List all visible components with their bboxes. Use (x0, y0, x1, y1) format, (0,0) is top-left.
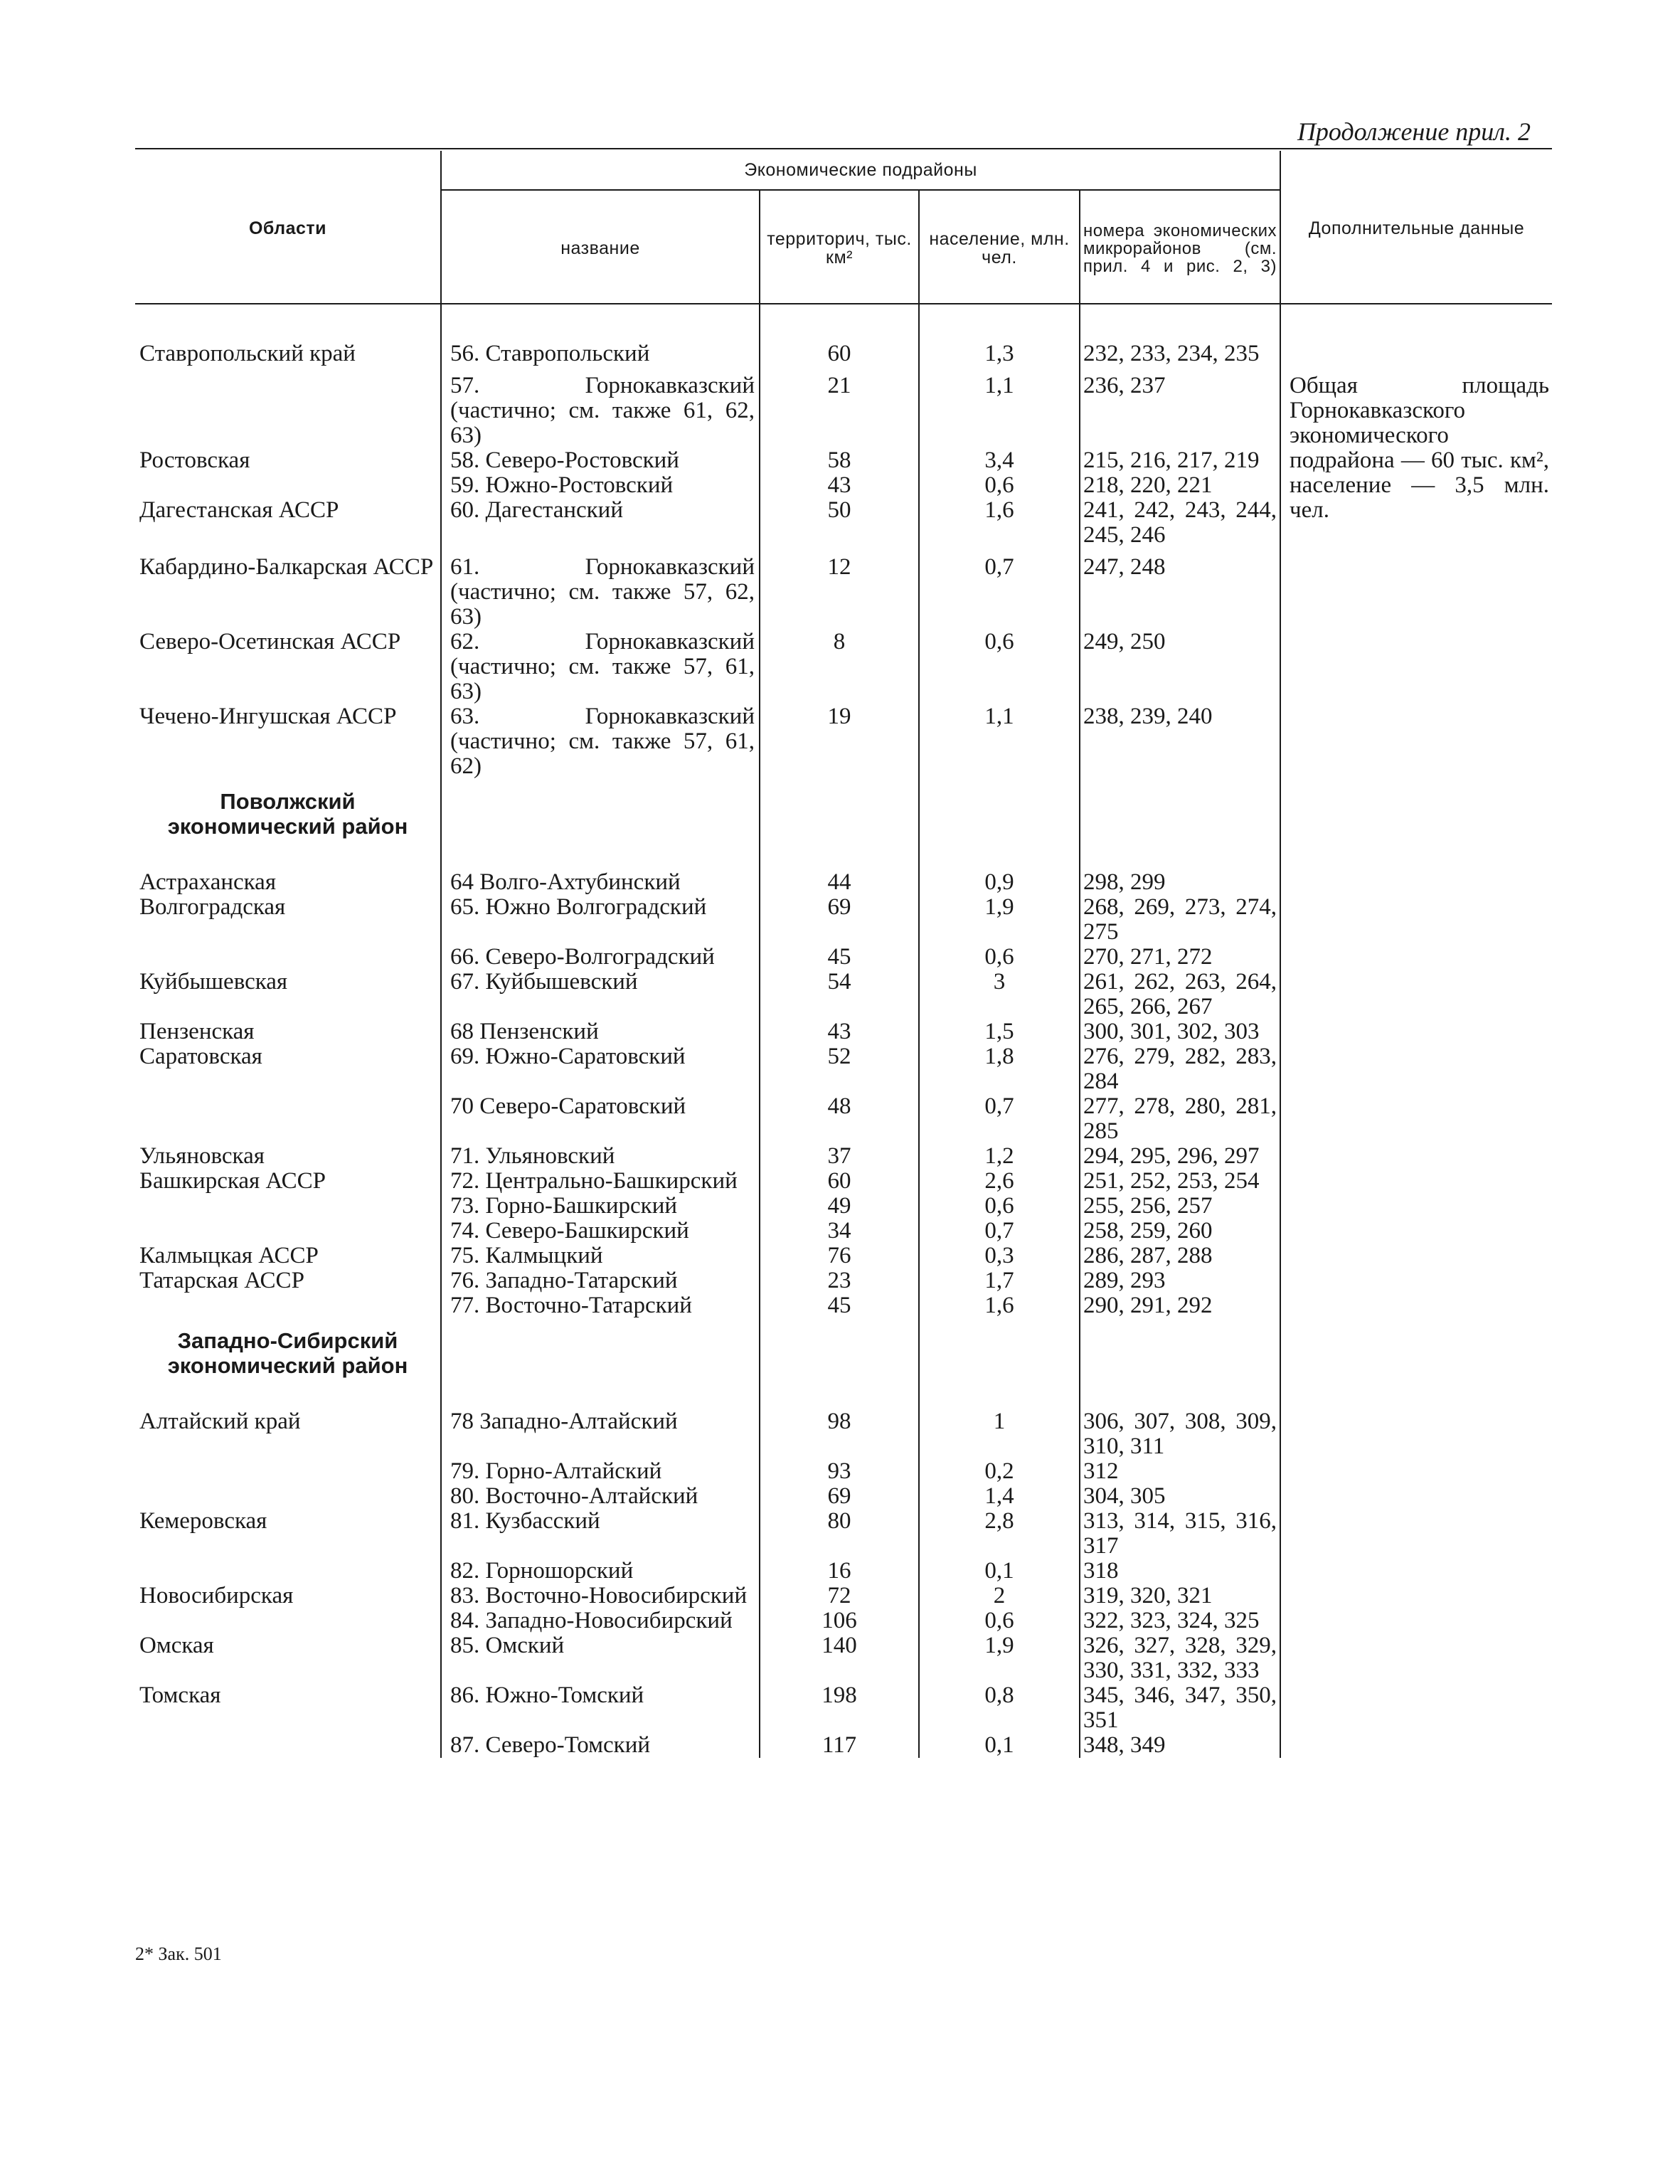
territory-value: 45 (760, 1293, 919, 1318)
area-cell: Чечено-Ингушская АССР (135, 704, 441, 779)
territory-value: 69 (760, 1484, 919, 1509)
footer-print-mark: 2* Зак. 501 (135, 1944, 222, 1964)
microdistrict-numbers: 232, 233, 234, 235 (1080, 334, 1280, 366)
microdistrict-numbers: 298, 299 (1080, 870, 1280, 895)
col-header-group: Экономические подрайоны (441, 151, 1280, 190)
territory-value: 34 (760, 1219, 919, 1244)
population-value: 1,3 (919, 334, 1080, 366)
territory-value: 54 (760, 970, 919, 1019)
territory-value: 106 (760, 1608, 919, 1633)
territory-value: 43 (760, 1019, 919, 1044)
population-value: 1,6 (919, 1293, 1080, 1318)
table-body (135, 306, 1552, 1758)
microdistrict-numbers: 313, 314, 315, 316, 317 (1080, 1509, 1280, 1559)
population-value: 0,7 (919, 1094, 1080, 1144)
subregion-name: 74. Северо-Башкирский (441, 1219, 760, 1244)
table-row (135, 1019, 1552, 1044)
col-header-extra: Дополнительные данные (1308, 218, 1525, 238)
extra-data (1280, 630, 1552, 704)
population-value: 2 (919, 1584, 1080, 1608)
subregion-name: 78 Западно-Алтайский (441, 1409, 760, 1459)
subregion-name: 75. Калмыцкий (441, 1244, 760, 1268)
territory-value: 49 (760, 1194, 919, 1219)
territory-value: 60 (760, 334, 919, 366)
area-cell (135, 1608, 441, 1633)
col-header-microdistricts: номера экономических микрорайонов (см. прил. 4 и рис. 2, 3) (1080, 190, 1280, 306)
subregion-name: 71. Ульяновский (441, 1144, 760, 1169)
territory-value: 76 (760, 1244, 919, 1268)
microdistrict-numbers: 286, 287, 288 (1080, 1244, 1280, 1268)
area-cell: Ростовская (135, 448, 441, 473)
table-row (135, 1268, 1552, 1293)
area-cell: Кемеровская (135, 1509, 441, 1559)
area-cell (135, 1733, 441, 1758)
territory-value: 80 (760, 1509, 919, 1559)
population-value: 1,8 (919, 1044, 1080, 1094)
region-heading-row (135, 1318, 1552, 1381)
table-row (135, 1633, 1552, 1683)
subregion-name: 82. Горношорский (441, 1559, 760, 1584)
top-rule (135, 148, 1552, 149)
microdistrict-numbers: 290, 291, 292 (1080, 1293, 1280, 1318)
subregion-name: 81. Кузбасский (441, 1509, 760, 1559)
table-row (135, 895, 1552, 945)
population-value: 1,7 (919, 1268, 1080, 1293)
extra-data (1280, 548, 1552, 630)
subregion-name: 80. Восточно-Алтайский (441, 1484, 760, 1509)
area-cell (135, 366, 441, 448)
population-value: 0,6 (919, 945, 1080, 970)
population-value: 0,6 (919, 1608, 1080, 1633)
population-value: 1,4 (919, 1484, 1080, 1509)
population-value: 2,8 (919, 1509, 1080, 1559)
table-row (135, 1559, 1552, 1584)
territory-value: 98 (760, 1409, 919, 1459)
table-row (135, 1169, 1552, 1194)
table-row (135, 1509, 1552, 1559)
area-cell: Татарская АССР (135, 1268, 441, 1293)
territory-value: 43 (760, 473, 919, 498)
territory-value: 45 (760, 945, 919, 970)
territory-value: 23 (760, 1268, 919, 1293)
territory-value: 44 (760, 870, 919, 895)
table-row (135, 1484, 1552, 1509)
population-value: 0,9 (919, 870, 1080, 895)
area-cell: Пензенская (135, 1019, 441, 1044)
microdistrict-numbers: 304, 305 (1080, 1484, 1280, 1509)
area-cell: Куйбышевская (135, 970, 441, 1019)
area-cell (135, 1293, 441, 1318)
population-value: 0,6 (919, 1194, 1080, 1219)
population-value: 2,6 (919, 1169, 1080, 1194)
territory-value: 50 (760, 498, 919, 548)
area-cell (135, 473, 441, 498)
subregion-name: 59. Южно-Ростовский (441, 473, 760, 498)
microdistrict-numbers: 276, 279, 282, 283, 284 (1080, 1044, 1280, 1094)
microdistrict-numbers: 218, 220, 221 (1080, 473, 1280, 498)
area-cell (135, 1094, 441, 1144)
area-cell (135, 1559, 441, 1584)
subregion-name: 69. Южно-Саратовский (441, 1044, 760, 1094)
table-row (135, 366, 1552, 448)
subregion-name: 73. Горно-Башкирский (441, 1194, 760, 1219)
microdistrict-numbers: 319, 320, 321 (1080, 1584, 1280, 1608)
population-value: 0,7 (919, 1219, 1080, 1244)
territory-value: 12 (760, 548, 919, 630)
population-value: 3,4 (919, 448, 1080, 473)
subregion-name: 84. Западно-Новосибирский (441, 1608, 760, 1633)
area-cell: Ульяновская (135, 1144, 441, 1169)
area-cell: Северо-Осетинская АССР (135, 630, 441, 704)
territory-value: 72 (760, 1584, 919, 1608)
table-row (135, 945, 1552, 970)
microdistrict-numbers: 277, 278, 280, 281, 285 (1080, 1094, 1280, 1144)
territory-value: 8 (760, 630, 919, 704)
population-value: 1,1 (919, 704, 1080, 779)
territory-value: 37 (760, 1144, 919, 1169)
region-heading-row (135, 779, 1552, 842)
area-cell: Омская (135, 1633, 441, 1683)
subregion-name: 76. Западно-Татарский (441, 1268, 760, 1293)
microdistrict-numbers: 261, 262, 263, 264, 265, 266, 267 (1080, 970, 1280, 1019)
area-cell: Башкирская АССР (135, 1169, 441, 1194)
subregion-name: 70 Северо-Саратовский (441, 1094, 760, 1144)
table-row (135, 1244, 1552, 1268)
table-row (135, 1219, 1552, 1244)
population-value: 0,1 (919, 1559, 1080, 1584)
subregion-name: 85. Омский (441, 1633, 760, 1683)
table-row (135, 1683, 1552, 1733)
area-cell: Саратовская (135, 1044, 441, 1094)
microdistrict-numbers: 270, 271, 272 (1080, 945, 1280, 970)
microdistrict-numbers: 348, 349 (1080, 1733, 1280, 1758)
subregion-name: 83. Восточно-Новосибирский (441, 1584, 760, 1608)
area-cell (135, 1484, 441, 1509)
col-header-areas: Области (135, 151, 441, 306)
microdistrict-numbers: 294, 295, 296, 297 (1080, 1144, 1280, 1169)
microdistrict-numbers: 318 (1080, 1559, 1280, 1584)
subregion-name: 57. Горнокавказский (частично; см. также 61, 62, 63) (441, 366, 760, 448)
subregion-name: 63. Горнокавказский (частично; см. также 57, 61, 62) (441, 704, 760, 779)
subregion-name: 64 Волго-Ахтубинский (441, 870, 760, 895)
population-value: 1,9 (919, 1633, 1080, 1683)
area-cell: Волгоградская (135, 895, 441, 945)
table-row (135, 548, 1552, 630)
extra-data (1280, 704, 1552, 779)
population-value: 0,7 (919, 548, 1080, 630)
col-header-name: название (441, 190, 760, 306)
territory-value: 58 (760, 448, 919, 473)
economic-subregions-table (135, 151, 1552, 1758)
subregion-name: 61. Горнокавказский (частично; см. также 57, 62, 63) (441, 548, 760, 630)
subregion-name: 77. Восточно-Татарский (441, 1293, 760, 1318)
population-value: 1 (919, 1409, 1080, 1459)
microdistrict-numbers: 238, 239, 240 (1080, 704, 1280, 779)
microdistrict-numbers: 312 (1080, 1459, 1280, 1484)
subregion-name: 87. Северо-Томский (441, 1733, 760, 1758)
subregion-name: 62. Горнокавказский (частично; см. также 57, 61, 63) (441, 630, 760, 704)
extra-data: Общая площадь Горнокавказского экономического подрайона — 60 тыс. км², население — 3,5 млн. чел. (1290, 373, 1550, 523)
subregion-name: 67. Куйбышевский (441, 970, 760, 1019)
table-row (135, 1094, 1552, 1144)
table-row (135, 334, 1552, 366)
territory-value: 198 (760, 1683, 919, 1733)
territory-value: 117 (760, 1733, 919, 1758)
territory-value: 19 (760, 704, 919, 779)
table-row (135, 1733, 1552, 1758)
table-row (135, 1044, 1552, 1094)
area-cell: Алтайский край (135, 1409, 441, 1459)
table-row (135, 1293, 1552, 1318)
subregion-name: 68 Пензенский (441, 1019, 760, 1044)
territory-value: 21 (760, 366, 919, 448)
table-row (135, 1584, 1552, 1608)
area-cell: Томская (135, 1683, 441, 1733)
area-cell: Дагестанская АССР (135, 498, 441, 548)
table-row (135, 1409, 1552, 1459)
territory-value: 60 (760, 1169, 919, 1194)
col-header-population: население, млн. чел. (919, 190, 1080, 306)
territory-value: 16 (760, 1559, 919, 1584)
microdistrict-numbers: 345, 346, 347, 350, 351 (1080, 1683, 1280, 1733)
col-header-territory: территорич, тыс. км² (760, 190, 919, 306)
table-row (135, 1459, 1552, 1484)
subregion-name: 58. Северо-Ростовский (441, 448, 760, 473)
table-row (135, 970, 1552, 1019)
table-row (135, 630, 1552, 704)
territory-value: 52 (760, 1044, 919, 1094)
microdistrict-numbers: 289, 293 (1080, 1268, 1280, 1293)
population-value: 1,9 (919, 895, 1080, 945)
population-value: 1,6 (919, 498, 1080, 548)
microdistrict-numbers: 215, 216, 217, 219 (1080, 448, 1280, 473)
microdistrict-numbers: 326, 327, 328, 329, 330, 331, 332, 333 (1080, 1633, 1280, 1683)
subregion-name: 72. Центрально-Башкирский (441, 1169, 760, 1194)
territory-value: 140 (760, 1633, 919, 1683)
table-row (135, 704, 1552, 779)
microdistrict-numbers: 258, 259, 260 (1080, 1219, 1280, 1244)
area-cell: Кабардино-Балкарская АССР (135, 548, 441, 630)
subregion-name: 86. Южно-Томский (441, 1683, 760, 1733)
population-value: 0,6 (919, 473, 1080, 498)
subregion-name: 79. Горно-Алтайский (441, 1459, 760, 1484)
population-value: 0,2 (919, 1459, 1080, 1484)
microdistrict-numbers: 322, 323, 324, 325 (1080, 1608, 1280, 1633)
microdistrict-numbers: 306, 307, 308, 309, 310, 311 (1080, 1409, 1280, 1459)
microdistrict-numbers: 249, 250 (1080, 630, 1280, 704)
population-value: 0,6 (919, 630, 1080, 704)
microdistrict-numbers: 251, 252, 253, 254 (1080, 1169, 1280, 1194)
running-head: Продолжение прил. 2 (1297, 117, 1531, 146)
population-value: 1,2 (919, 1144, 1080, 1169)
subregion-name: 56. Ставропольский (441, 334, 760, 366)
area-cell: Ставропольский край (135, 334, 441, 366)
area-cell: Калмыцкая АССР (135, 1244, 441, 1268)
microdistrict-numbers: 255, 256, 257 (1080, 1194, 1280, 1219)
population-value: 0,3 (919, 1244, 1080, 1268)
microdistrict-numbers: 268, 269, 273, 274, 275 (1080, 895, 1280, 945)
area-cell (135, 945, 441, 970)
population-value: 0,8 (919, 1683, 1080, 1733)
table-row (135, 1608, 1552, 1633)
population-value: 1,1 (919, 366, 1080, 448)
microdistrict-numbers: 236, 237 (1080, 366, 1280, 448)
region-heading-west-siberia: Западно-Сибирский экономический район (135, 1318, 441, 1381)
subregion-name: 65. Южно Волгоградский (441, 895, 760, 945)
population-value: 1,5 (919, 1019, 1080, 1044)
territory-value: 48 (760, 1094, 919, 1144)
area-cell (135, 1219, 441, 1244)
microdistrict-numbers: 247, 248 (1080, 548, 1280, 630)
extra-data (1280, 334, 1552, 366)
territory-value: 69 (760, 895, 919, 945)
territory-value: 93 (760, 1459, 919, 1484)
area-cell: Новосибирская (135, 1584, 441, 1608)
subregion-name: 66. Северо-Волгоградский (441, 945, 760, 970)
area-cell: Астраханская (135, 870, 441, 895)
table-row (135, 1144, 1552, 1169)
population-value: 3 (919, 970, 1080, 1019)
subregion-name: 60. Дагестанский (441, 498, 760, 548)
microdistrict-numbers: 300, 301, 302, 303 (1080, 1019, 1280, 1044)
area-cell (135, 1194, 441, 1219)
table-row (135, 1194, 1552, 1219)
area-cell (135, 1459, 441, 1484)
table-row (135, 870, 1552, 895)
population-value: 0,1 (919, 1733, 1080, 1758)
region-heading-volga: Поволжский экономический район (135, 779, 441, 842)
microdistrict-numbers: 241, 242, 243, 244, 245, 246 (1080, 498, 1280, 548)
